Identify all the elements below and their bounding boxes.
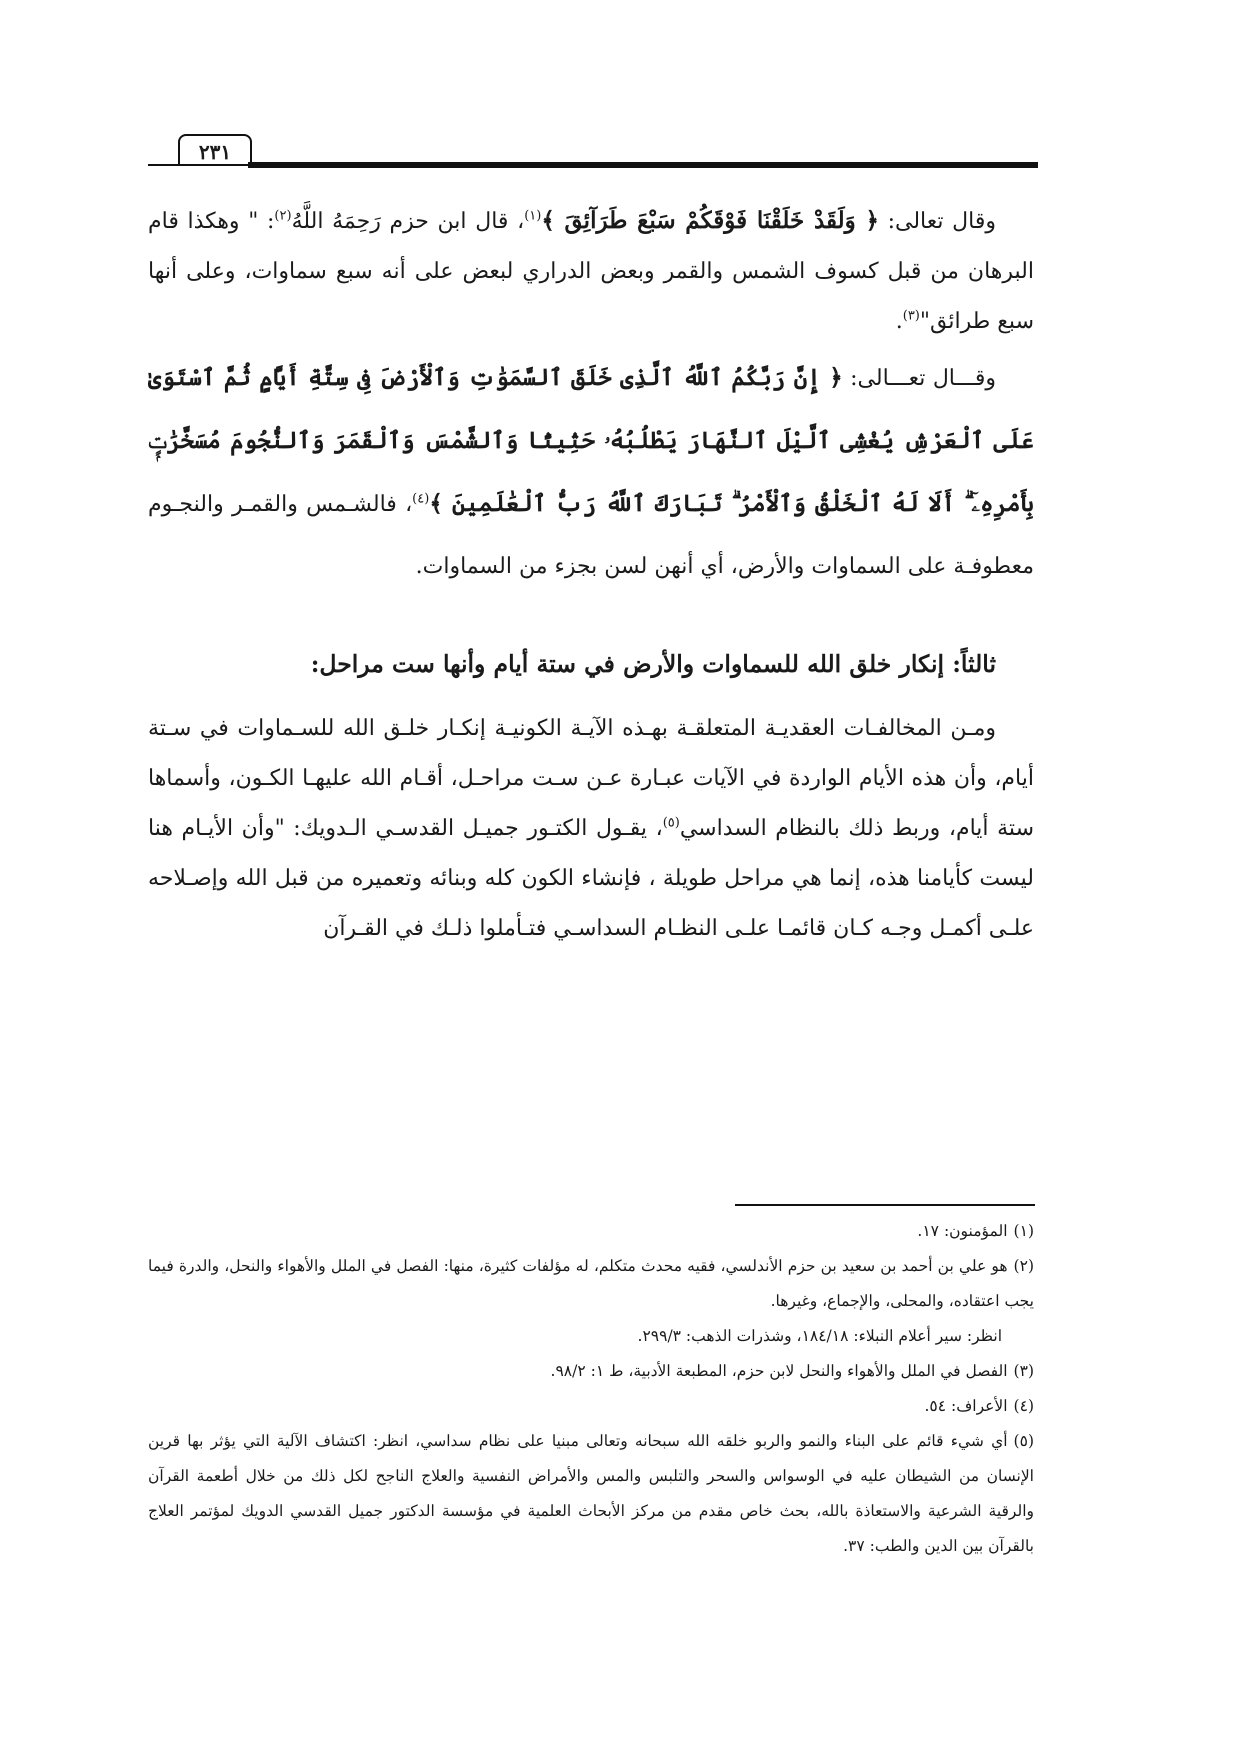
footnote-label: (٤) bbox=[1013, 1397, 1034, 1415]
paragraph-2 bbox=[148, 347, 1034, 598]
footnote-label: (١) bbox=[1013, 1222, 1034, 1240]
paragraph-1 bbox=[148, 196, 1034, 347]
footnote-text: هو علي بن أحمد بن سعيد بن حزم الأندلسي، فقيه محدث متكلم، له مؤلفات كثيرة، منها: الفصل في الملل والأهواء والنحل، والدرة فيما يجب اعتقاده، والمحلى، والإجماع، وغيرها. bbox=[148, 1257, 1034, 1310]
footnote-label: (٢) bbox=[1013, 1257, 1034, 1275]
p2-rest: ، فالشـمس والقمـر والنجـوم معطوفـة على السماوات والأرض، أي أنهن لسن بجزء من السماوات. bbox=[148, 492, 1034, 579]
footnote-text: الفصل في الملل والأهواء والنحل لابن حزم، المطبعة الأدبية، ط ١: ٩٨/٢. bbox=[550, 1362, 1008, 1380]
footnote-3 bbox=[148, 1354, 1034, 1389]
footnote-2 bbox=[148, 1249, 1034, 1319]
main-text bbox=[148, 196, 1034, 954]
p2-lead: وقـــال تعـــالى: bbox=[842, 366, 996, 391]
page-header bbox=[148, 134, 1038, 168]
page-number: ٢٣١ bbox=[178, 134, 252, 166]
footnote-ref-3[interactable]: (٣) bbox=[902, 308, 920, 324]
p1-quote: : " وهكذا قام البرهان من قبل كسوف الشمس والقمر وبعض الدراري لبعض على أنه سبع سماوات، وعلى أنها سبع طرائق" bbox=[148, 209, 1034, 334]
p3-rest: ، يقـول الكتـور جميـل القدسـي الـدويك: "وأن الأيـام هنا ليست كأيامنا هذه، إنما هي مراحل طويلة ، فإنشاء الكون كله وبنائه وتعميره من قبل الله وإصـلاحه علـى أكمـل وجـه كـان قائمـا علـى النظـام السداسـي فتـأملوا ذلـك في القـرآن bbox=[148, 816, 1034, 941]
footnote-5 bbox=[148, 1424, 1034, 1564]
paragraph-3 bbox=[148, 704, 1034, 954]
footnote-ref-4[interactable]: (٤) bbox=[412, 491, 430, 507]
footnote-label: (٥) bbox=[1013, 1432, 1034, 1450]
quran-verse-1: ﴿ وَلَقَدْ خَلَقْنَا فَوْقَكُمْ سَبْعَ طَرَآئِقَ ﴾ bbox=[541, 207, 879, 234]
footnote-ref-5[interactable]: (٥) bbox=[662, 815, 680, 831]
p1-mid: ، قال ابن حزم رَحِمَهُ اللَّهُ bbox=[291, 209, 525, 234]
footnote-1 bbox=[148, 1214, 1034, 1249]
footnote-4 bbox=[148, 1389, 1034, 1424]
footnote-ref-1[interactable]: (١) bbox=[524, 208, 542, 224]
quran-verse-2: ﴿ إِنَّ رَبَّكُمُ ٱللَّهُ ٱلَّذِى خَلَقَ ٱلسَّمَوَٰتِ وَٱلْأَرْضَ فِى سِتَّةِ أَيَّامٍ ثُمَّ ٱسْتَوَىٰ عَلَى ٱلْعَرْشِ يُغْشِى ٱلَّيْلَ ٱلنَّهَارَ يَطْلُبُهُۥ حَثِيثًا وَٱلشَّمْسَ وَٱلْقَمَرَ وَٱلنُّجُومَ مُسَخَّرَٰتٍۭ بِأَمْرِهِۦٓ ۗ أَلَا لَهُ ٱلْخَلْقُ وَٱلْأَمْرُ ۗ تَبَارَكَ ٱللَّهُ رَبُّ ٱلْعَٰلَمِينَ ﴾ bbox=[148, 364, 1034, 517]
footnote-label: (٣) bbox=[1013, 1362, 1034, 1380]
footnote-separator bbox=[735, 1204, 1035, 1206]
footnotes bbox=[148, 1214, 1034, 1564]
section-heading: ثالثاً: إنكار خلق الله للسماوات والأرض في ستة أيام وأنها ست مراحل: bbox=[310, 650, 996, 678]
footnote-text: المؤمنون: ١٧. bbox=[917, 1222, 1008, 1240]
p3-lead: ومـن المخالفـات العقديـة المتعلقـة بهـذه الآيـة الكونيـة إنكـار خلـق الله للسـماوات في سـتة أيام، وأن هذه الأيام الواردة في الآيات عبـارة عـن سـت مراحـل، أقـام الله عليهـا الكـون، وأسماها ستة أيام، وربط ذلك بالنظام السداسي bbox=[148, 716, 1035, 841]
p1-end: . bbox=[895, 309, 903, 334]
footnote-text: الأعراف: ٥٤. bbox=[924, 1397, 1008, 1415]
footnote-ref-2[interactable]: (٢) bbox=[274, 208, 292, 224]
header-rule-thick bbox=[248, 162, 1038, 168]
footnote-text: أي شيء قائم على البناء والنمو والربو خلقه الله سبحانه وتعالى مبنيا على نظام سداسي، انظر: اكتشاف الآلية التي يؤثر بها قرين الإنسان من الشيطان عليه في الوسواس والسحر والتلبس والمس والأمراض النفسية والعلاج الناجح لكل ذلك من خلال أطعمة القرآن والرقية الشرعية والاستعاذة بالله، بحث خاص مقدم من مركز الأبحاث العلمية في مؤسسة الدكتور جميل القدسي الدويك لمؤتمر العلاج بالقرآن بين الدين والطب: ٣٧. bbox=[148, 1432, 1034, 1555]
footnote-2-source: انظر: سير أعلام النبلاء: ١٨٤/١٨، وشذرات الذهب: ٢٩٩/٣. bbox=[637, 1327, 1002, 1345]
p1-lead: وقال تعالى: bbox=[878, 209, 996, 234]
